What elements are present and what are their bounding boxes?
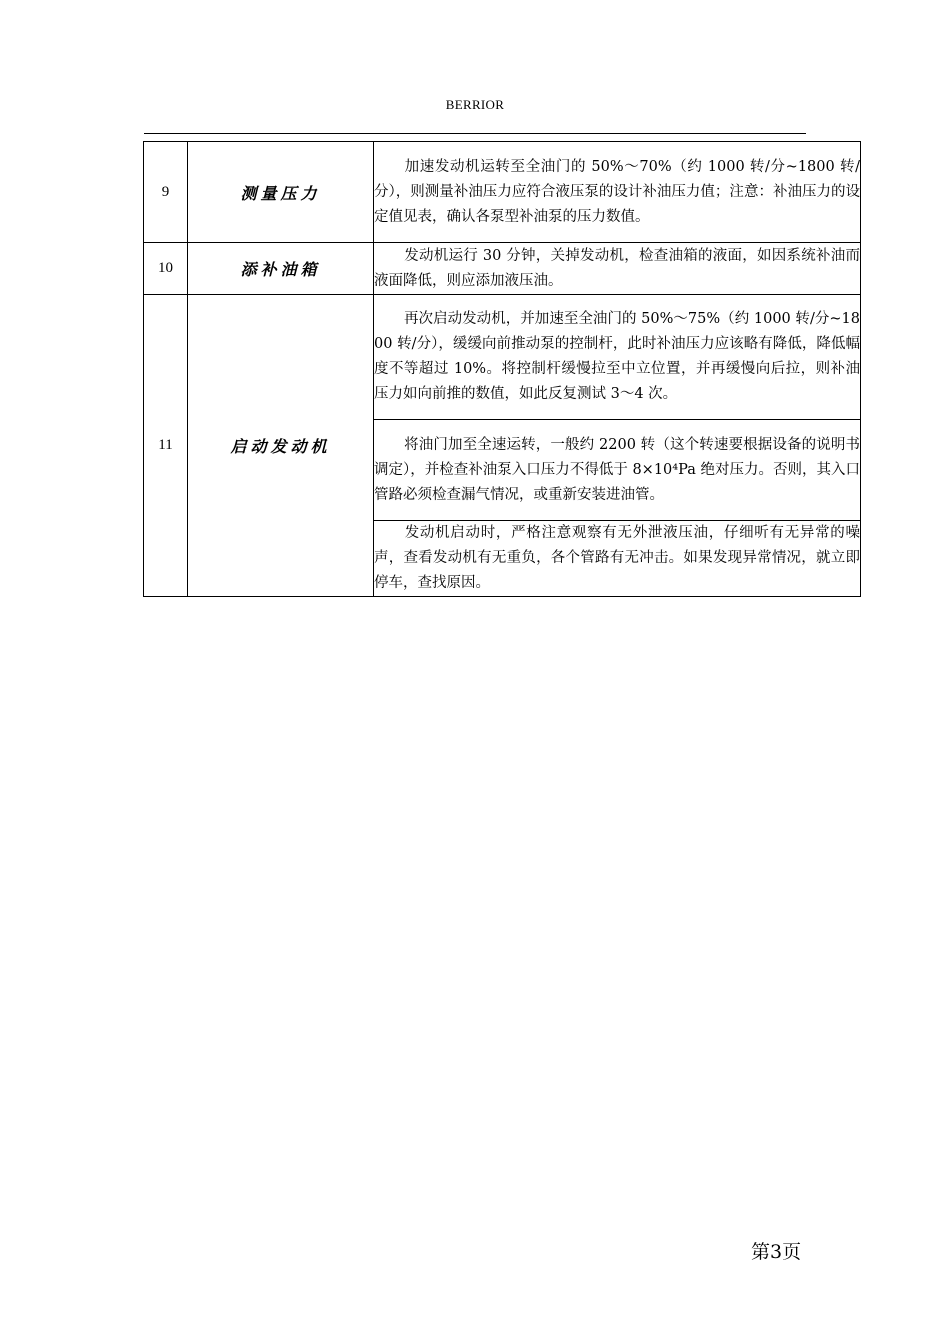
page-number: 第3页 [751,1241,802,1263]
header-divider [144,133,806,134]
step-description [374,243,861,295]
step-description-text: 加速发动机运转至全油门的 50%～70%（约 1000 转/分~1800 转/分），则测量补油压力应符合液压泵的设计补油压力值；注意：补油压力的设定值见表，确认各泵型补油泵的压力数值。 [374,158,860,225]
step-name: 添补油箱 [188,243,374,295]
step-number: 10 [144,243,188,295]
step-description-text: 发动机运行 30 分钟，关掉发动机，检查油箱的液面，如因系统补油而液面降低，则应添加液压油。 [374,247,860,289]
step-name: 测量压力 [188,142,374,243]
table-row [144,243,861,295]
step-description [374,521,861,597]
page-header: BERRIOR [445,97,505,112]
step-description-text: 将油门加至全速运转，一般约 2200 转（这个转速要根据设备的说明书调定），并检查补油泵入口压力不得低于 8×10⁴Pa 绝对压力。否则，其入口管路必须检查漏气情况，或重新安装进油管。 [374,436,860,503]
step-name: 启动发动机 [188,295,374,597]
table-row [144,142,861,243]
step-description-text: 发动机启动时，严格注意观察有无外泄液压油，仔细听有无异常的噪声，查看发动机有无重负，各个管路有无冲击。如果发现异常情况，就立即停车，查找原因。 [374,525,860,591]
step-number: 9 [144,142,188,243]
step-description [374,295,861,420]
step-description-text: 再次启动发动机，并加速至全油门的 50%～75%（约 1000 转/分~1800 转/分），缓缓向前推动泵的控制杆，此时补油压力应该略有降低，降低幅度不等超过 10%。将控制杆缓慢拉至中立位置，并再缓慢向后拉，则补油压力如向前推的数值，如此反复测试 3～4 次。 [374,311,860,402]
step-description [374,142,861,243]
procedure-table [143,141,861,597]
step-number: 11 [144,295,188,597]
step-description [374,420,861,521]
table-row [144,295,861,420]
